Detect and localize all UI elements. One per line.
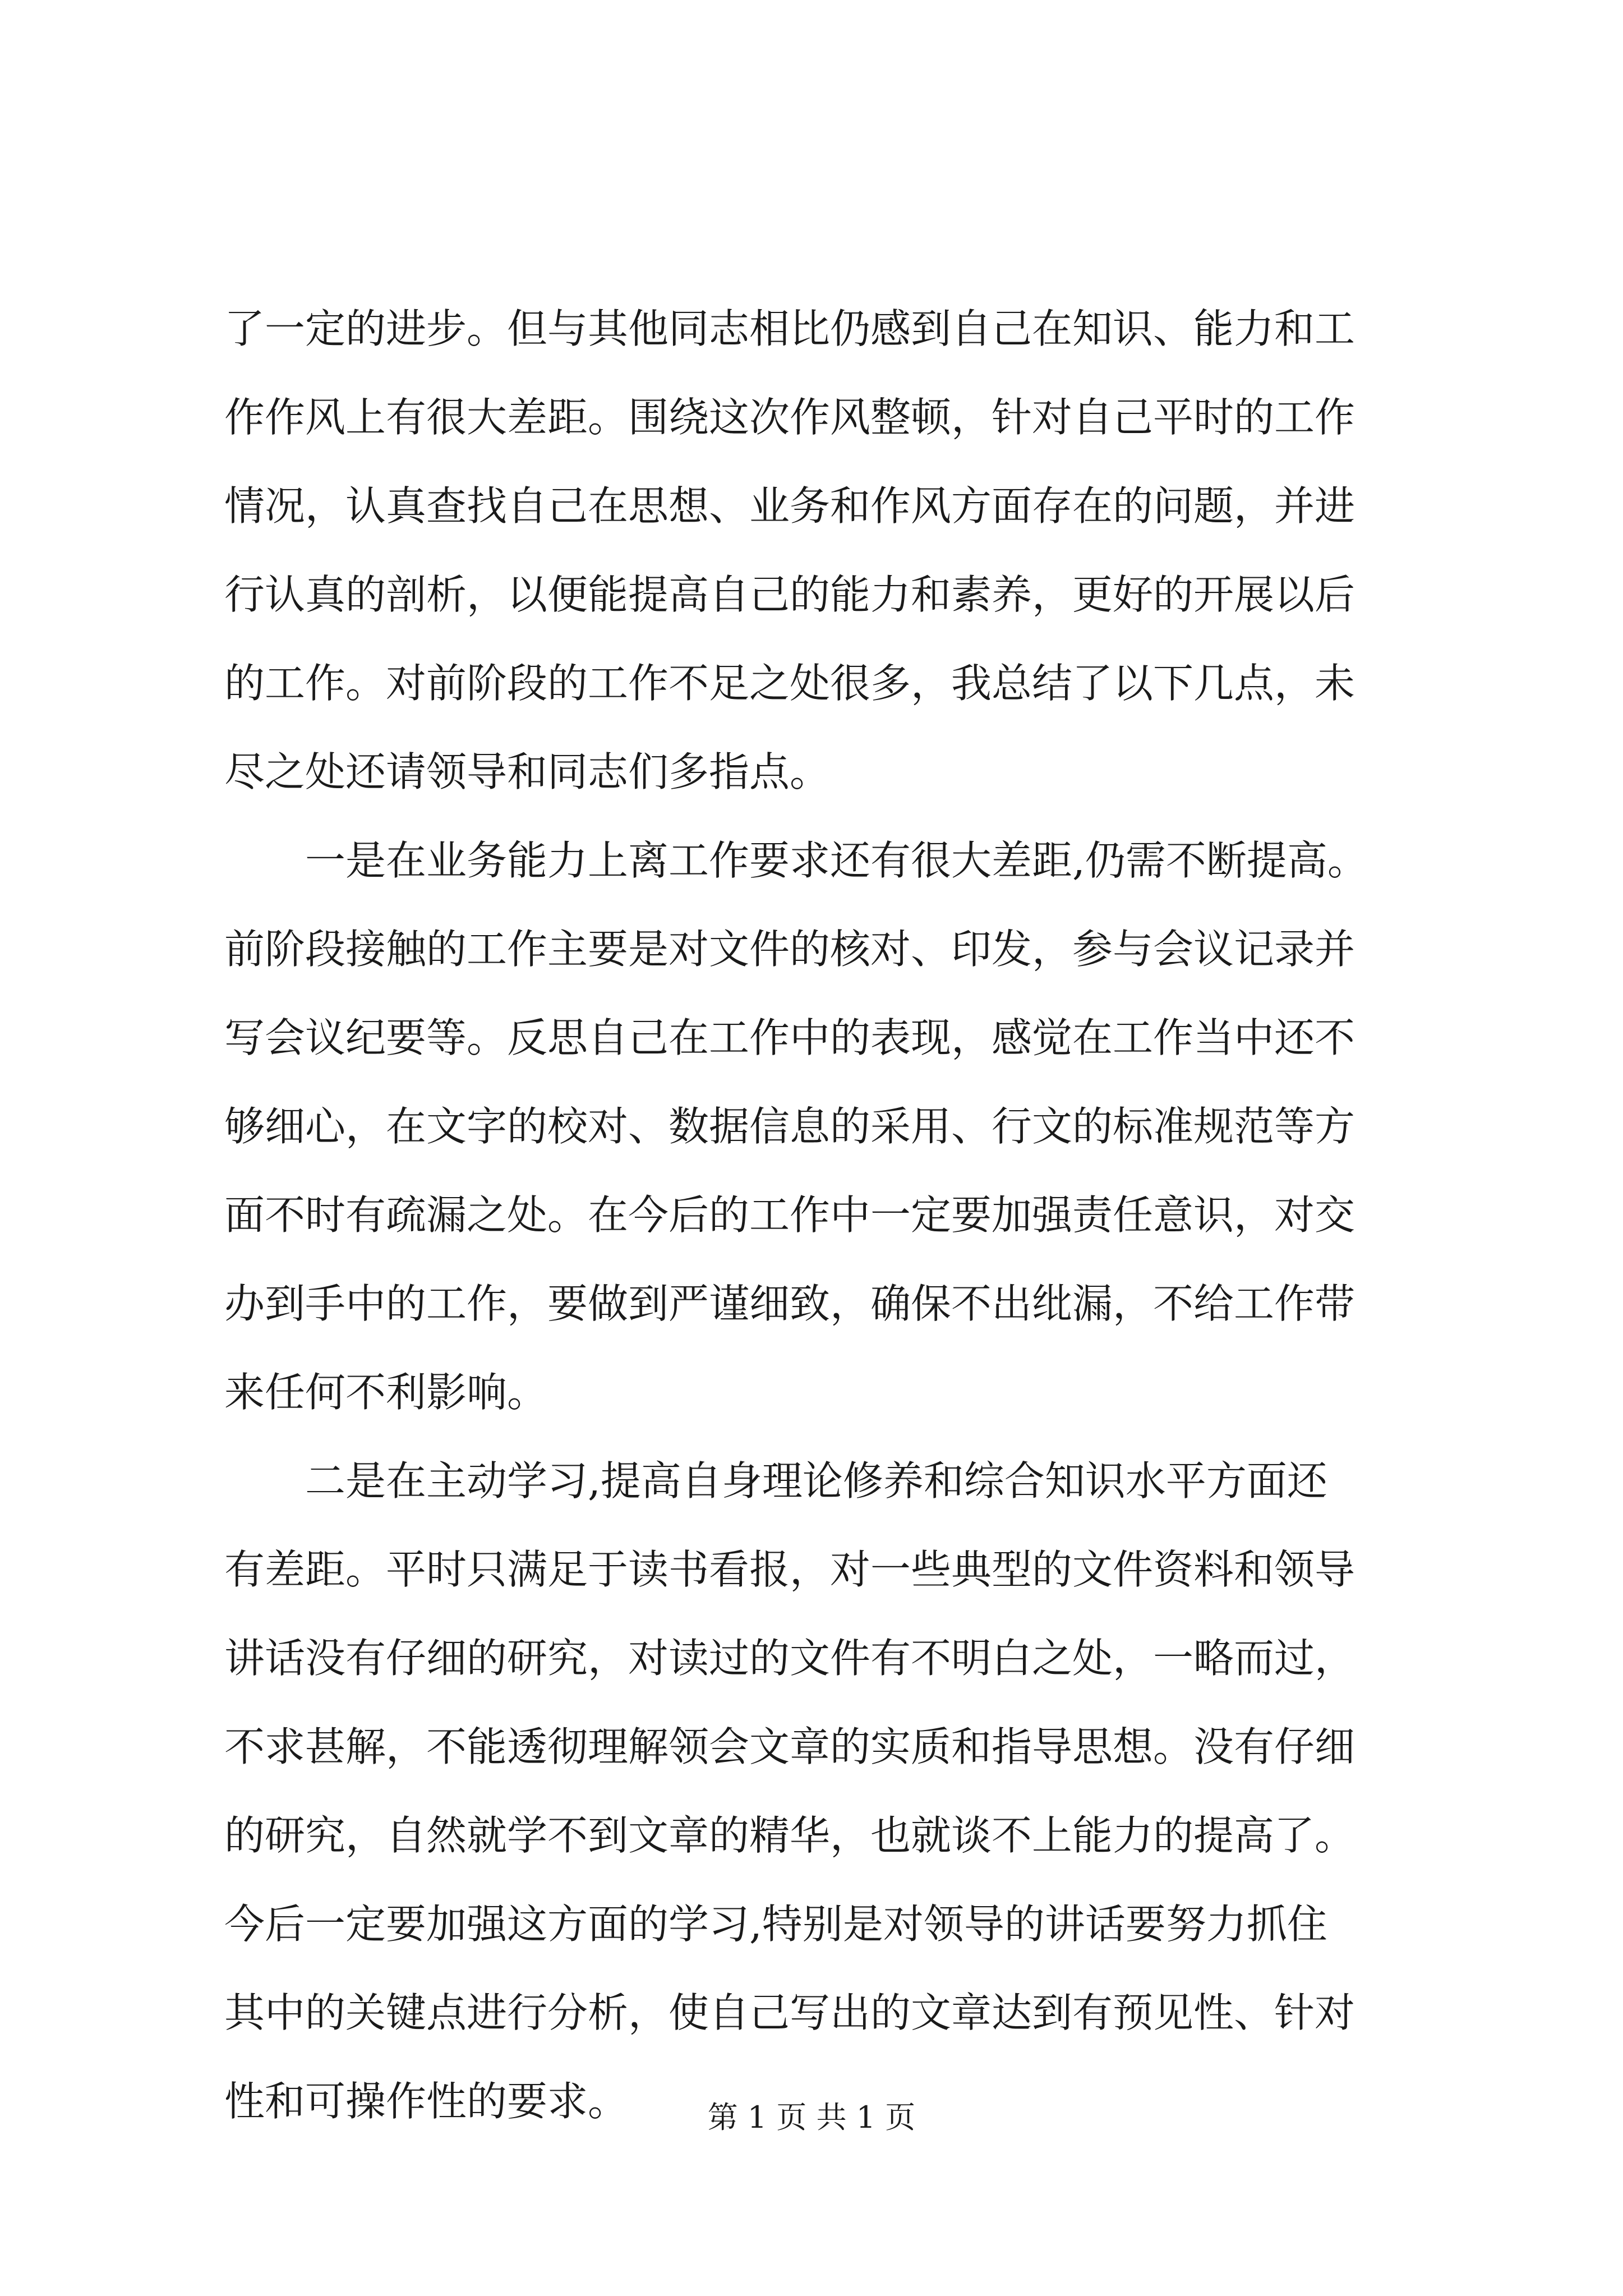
- text-line: 今后一定要加强这方面的学习,特别是对领导的讲话要努力抓住: [224, 1901, 1327, 1948]
- text-line: 够细心，在文字的校对、数据信息的采用、行文的标准规范等方: [224, 1103, 1355, 1150]
- document-body: [224, 284, 1402, 2146]
- text-line: 面不时有疏漏之处。在今后的工作中一定要加强责任意识，对交: [224, 1191, 1355, 1239]
- text-line: 办到手中的工作，要做到严谨细致，确保不出纰漏，不给工作带: [224, 1280, 1355, 1327]
- text-line: 来任何不利影响。: [224, 1369, 548, 1416]
- paragraph-start-line: 二是在主动学习,提高自身理论修养和综合知识水平方面还: [305, 1457, 1327, 1504]
- text-line: 其中的关键点进行分析，使自己写出的文章达到有预见性、针对: [224, 1989, 1355, 2036]
- text-line: 的研究，自然就学不到文章的精华，也就谈不上能力的提高了。: [224, 1812, 1355, 1859]
- text-line: 的工作。对前阶段的工作不足之处很多，我总结了以下几点，未: [224, 660, 1355, 707]
- text-line: 了一定的进步。但与其他同志相比仍感到自己在知识、能力和工: [224, 305, 1355, 352]
- text-line: 有差距。平时只满足于读书看报，对一些典型的文件资料和领导: [224, 1546, 1355, 1593]
- text-line: 讲话没有仔细的研究，对读过的文件有不明白之处，一略而过，: [224, 1635, 1355, 1682]
- text-line: 前阶段接触的工作主要是对文件的核对、印发，参与会议记录并: [224, 926, 1355, 973]
- text-line: 作作风上有很大差距。围绕这次作风整顿，针对自己平时的工作: [224, 394, 1355, 441]
- text-line: 性和可操作性的要求。: [224, 2078, 629, 2125]
- text-line: 行认真的剖析，以便能提高自己的能力和素养，更好的开展以后: [224, 571, 1355, 618]
- text-line: 写会议纪要等。反思自己在工作中的表现，感觉在工作当中还不: [224, 1014, 1355, 1061]
- page-number-footer: 第 1 页 共 1 页: [707, 2100, 916, 2135]
- text-line: 尽之处还请领导和同志们多指点。: [224, 748, 831, 795]
- paragraph-start-line: 一是在业务能力上离工作要求还有很大差距,仍需不断提高。: [305, 837, 1368, 884]
- text-line: 不求甚解，不能透彻理解领会文章的实质和指导思想。没有仔细: [224, 1723, 1355, 1770]
- text-line: 情况，认真查找自己在思想、业务和作风方面存在的问题，并进: [224, 482, 1355, 530]
